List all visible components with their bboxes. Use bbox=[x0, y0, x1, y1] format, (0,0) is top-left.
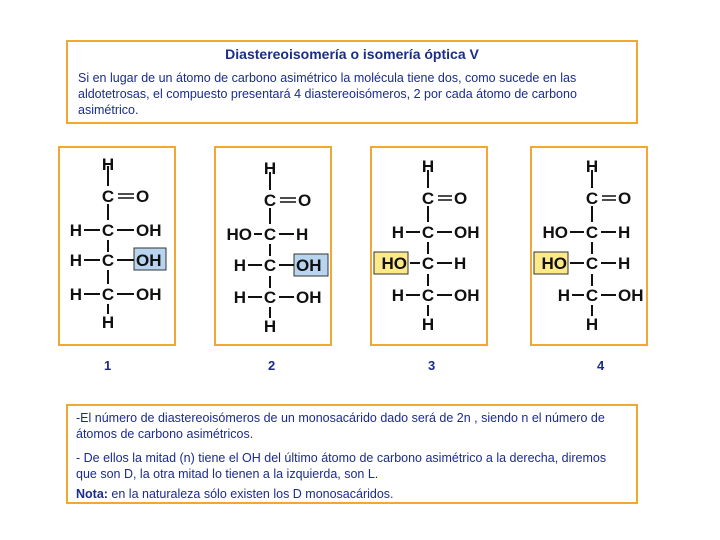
carbonyl-o: O bbox=[136, 187, 150, 206]
carbonyl-c: C bbox=[585, 189, 599, 208]
molecule-1-diagram bbox=[60, 148, 174, 344]
note-d-l-rule: - De ellos la mitad (n) tiene el OH del último átomo de carbono asimétrico a la derecha, diremos que son D, la otra mitad lo tienen a la izquierda, son L. bbox=[76, 451, 607, 481]
row3-c: C bbox=[263, 288, 277, 307]
row2-left: HO bbox=[541, 254, 567, 273]
carbonyl-c: C bbox=[263, 191, 277, 210]
row3-right: OH bbox=[618, 286, 644, 305]
row2-c: C bbox=[101, 251, 115, 270]
carbonyl-o: O bbox=[298, 191, 312, 210]
nota bbox=[76, 486, 626, 502]
molecule-3 bbox=[370, 146, 488, 346]
carbonyl-c: C bbox=[421, 189, 435, 208]
row3-left: H bbox=[69, 285, 82, 304]
molecule-number-2: 2 bbox=[268, 358, 276, 373]
carbonyl-o: O bbox=[454, 189, 468, 208]
molecule-2 bbox=[214, 146, 332, 346]
notes-box bbox=[66, 404, 638, 504]
carbonyl-c: C bbox=[101, 187, 115, 206]
row1-right: H bbox=[296, 225, 309, 244]
row1-c: C bbox=[263, 225, 277, 244]
row3-right: OH bbox=[136, 285, 162, 304]
row2-right: H bbox=[454, 254, 467, 273]
bottom-h: H bbox=[101, 313, 115, 332]
row2-left: HO bbox=[381, 254, 407, 273]
row3-left: H bbox=[557, 286, 570, 305]
molecule-number-3: 3 bbox=[428, 358, 436, 373]
row1-left: H bbox=[391, 223, 404, 242]
row1-c: C bbox=[585, 223, 599, 242]
row2-c: C bbox=[421, 254, 435, 273]
row1-right: OH bbox=[136, 221, 162, 240]
row2-right: H bbox=[618, 254, 631, 273]
intro-box bbox=[66, 40, 638, 124]
row2-left: H bbox=[233, 256, 246, 275]
molecule-2-diagram bbox=[216, 148, 330, 344]
row2-c: C bbox=[263, 256, 277, 275]
row1-left: HO bbox=[226, 225, 252, 244]
molecule-number-1: 1 bbox=[104, 358, 112, 373]
top-h: H bbox=[263, 159, 277, 178]
note-count-rule: -El número de diastereoisómeros de un monosacárido dado será de 2n , siendo n el número de átomos de carbono asimétricos. bbox=[76, 411, 605, 441]
row1-left: H bbox=[69, 221, 82, 240]
molecule-1 bbox=[58, 146, 176, 346]
top-h: H bbox=[585, 157, 599, 176]
row1-right: OH bbox=[454, 223, 480, 242]
row3-c: C bbox=[585, 286, 599, 305]
row3-right: OH bbox=[296, 288, 322, 307]
row2-right: OH bbox=[136, 251, 162, 270]
bottom-h: H bbox=[421, 315, 435, 334]
row1-right: H bbox=[618, 223, 631, 242]
row3-left: H bbox=[233, 288, 246, 307]
molecule-4-diagram bbox=[532, 148, 646, 344]
nota-label: Nota: bbox=[76, 487, 108, 501]
row2-c: C bbox=[585, 254, 599, 273]
row3-c: C bbox=[421, 286, 435, 305]
molecule-3-diagram bbox=[372, 148, 486, 344]
page-title: Diastereoisomería o isomería óptica V bbox=[225, 46, 479, 62]
intro-text: Si en lugar de un átomo de carbono asimétrico la molécula tiene dos, como sucede en las aldotetrosas, el compuesto presentará 4 diastereoisómeros, 2 por cada átomo de carbono asimétrico. bbox=[78, 71, 577, 117]
row3-right: OH bbox=[454, 286, 480, 305]
row1-left: HO bbox=[542, 223, 568, 242]
nota-text: en la naturaleza sólo existen los D monosacáridos. bbox=[107, 487, 394, 501]
carbonyl-o: O bbox=[618, 189, 632, 208]
row1-c: C bbox=[101, 221, 115, 240]
bottom-h: H bbox=[263, 317, 277, 336]
row1-c: C bbox=[421, 223, 435, 242]
row3-left: H bbox=[391, 286, 404, 305]
bottom-h: H bbox=[585, 315, 599, 334]
row2-right: OH bbox=[296, 256, 322, 275]
top-h: H bbox=[101, 155, 115, 174]
row3-c: C bbox=[101, 285, 115, 304]
molecule-number-4: 4 bbox=[597, 358, 605, 373]
molecule-4 bbox=[530, 146, 648, 346]
top-h: H bbox=[421, 157, 435, 176]
row2-left: H bbox=[69, 251, 82, 270]
